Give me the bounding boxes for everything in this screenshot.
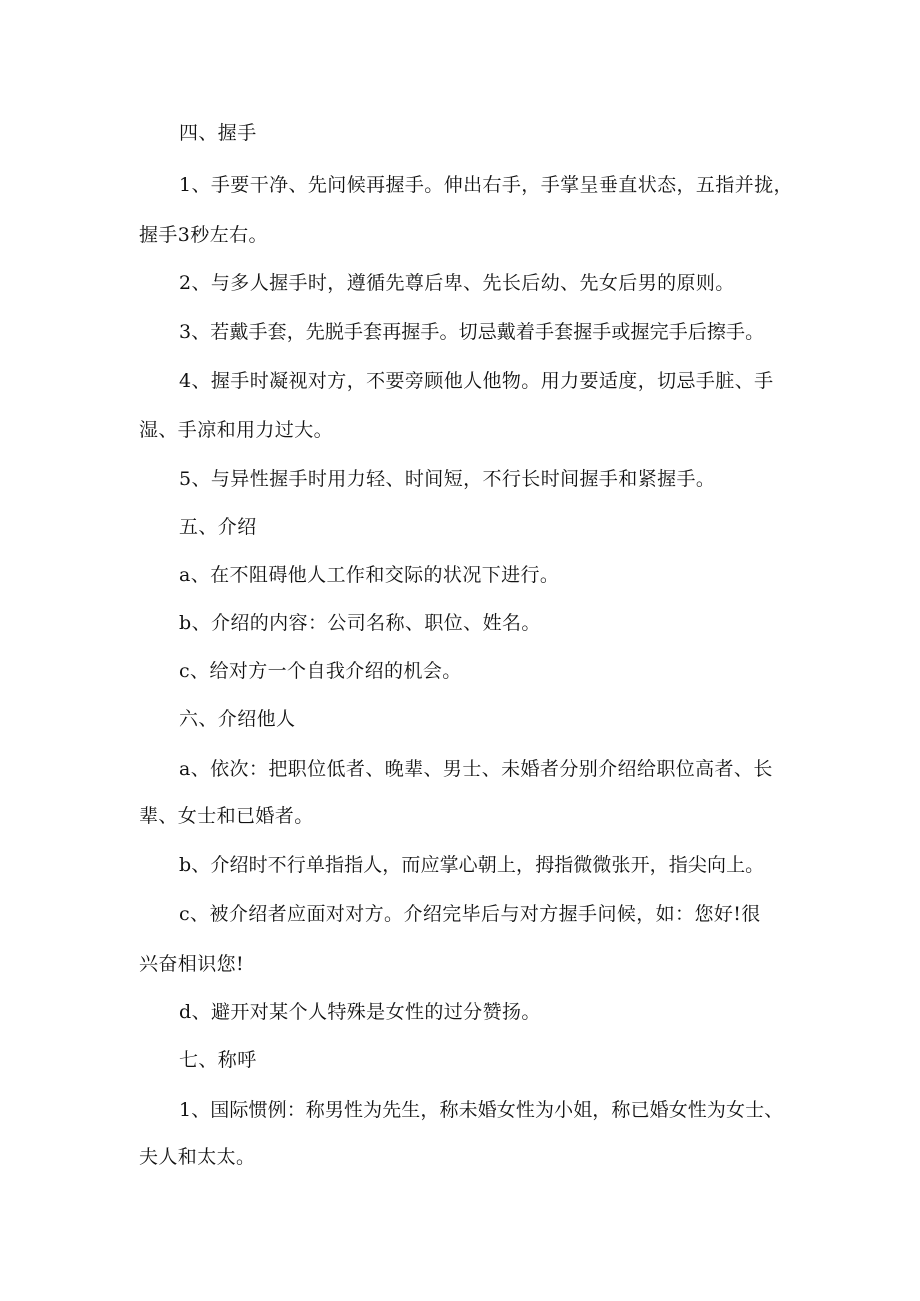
paragraph-line: 握手3秒左右。: [139, 224, 268, 246]
paragraph-line: 1、手要干净、先问候再握手。伸出右手，手掌呈垂直状态，五指并拢，: [179, 174, 793, 196]
paragraph-line: b、介绍的内容：公司名称、职位、姓名。: [179, 612, 541, 634]
paragraph-line: c、给对方一个自我介绍的机会。: [179, 660, 462, 682]
section-heading-introduction: 五、介绍: [179, 516, 257, 538]
paragraph-line: 1、国际惯例：称男性为先生，称未婚女性为小姐，称已婚女性为女士、: [179, 1099, 784, 1121]
paragraph-line: a、依次：把职位低者、晚辈、男士、未婚者分别介绍给职位高者、长: [179, 758, 773, 780]
paragraph-line: 湿、手凉和用力过大。: [139, 419, 334, 441]
paragraph-line: c、被介绍者应面对对方。介绍完毕后与对方握手问候，如：您好!很: [179, 903, 761, 925]
paragraph-line: 3、若戴手套，先脱手套再握手。切忌戴着手套握手或握完手后擦手。: [179, 321, 765, 343]
paragraph-line: 辈、女士和已婚者。: [139, 805, 314, 827]
paragraph-line: 兴奋相识您!: [139, 953, 245, 975]
paragraph-line: a、在不阻碍他人工作和交际的状况下进行。: [179, 564, 560, 586]
section-heading-forms-of-address: 七、称呼: [179, 1049, 257, 1071]
paragraph-line: 2、与多人握手时，遵循先尊后卑、先长后幼、先女后男的原则。: [179, 272, 735, 294]
paragraph-line: 4、握手时凝视对方，不要旁顾他人他物。用力要适度，切忌手脏、手: [179, 370, 774, 392]
paragraph-line: b、介绍时不行单指指人，而应掌心朝上，拇指微微张开，指尖向上。: [179, 854, 765, 876]
section-heading-handshake: 四、握手: [179, 122, 257, 144]
paragraph-line: 夫人和太太。: [139, 1146, 256, 1168]
paragraph-line: d、避开对某个人特殊是女性的过分赞扬。: [179, 1001, 541, 1023]
section-heading-introduce-others: 六、介绍他人: [179, 708, 296, 730]
paragraph-line: 5、与异性握手时用力轻、时间短，不行长时间握手和紧握手。: [179, 468, 716, 490]
